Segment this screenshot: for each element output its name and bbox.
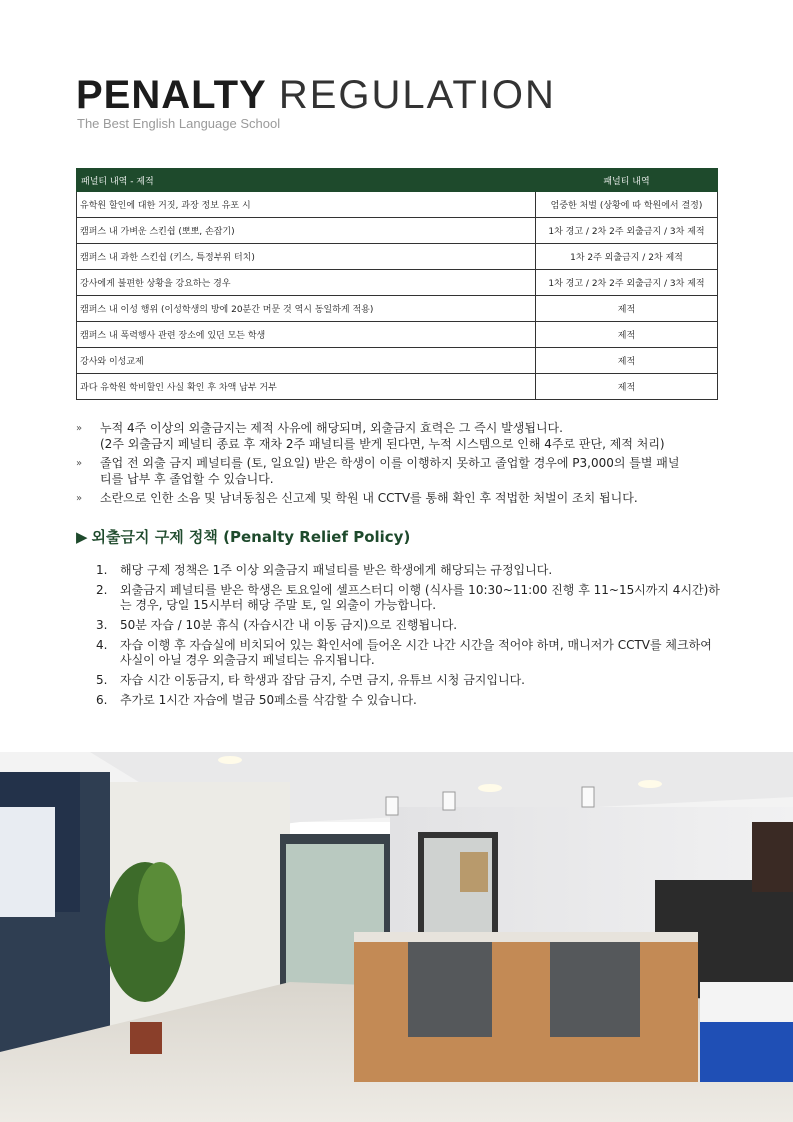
list-item xyxy=(96,673,721,688)
section-heading-text: 외출금지 구제 정책 (Penalty Relief Policy) xyxy=(91,528,411,546)
list-text: 자습 시간 이동금지, 타 학생과 잡담 금지, 수면 금지, 유튜브 시청 금지입니다. xyxy=(120,673,525,687)
table-cell: 캠퍼스 내 폭력행사 관련 장소에 있던 모든 학생 xyxy=(77,322,536,348)
policy-list xyxy=(96,563,721,713)
list-item xyxy=(96,638,721,668)
bullet-marker: » xyxy=(76,458,83,469)
list-item xyxy=(96,693,721,708)
page-subtitle: The Best English Language School xyxy=(77,116,281,131)
bullet-marker: » xyxy=(76,493,83,504)
table-row xyxy=(77,244,718,270)
note-line: 누적 4주 이상의 외출금지는 제적 사유에 해당되며, 외출금지 효력은 그 즉시 발생됩니다. xyxy=(100,421,563,435)
list-text: 추가로 1시간 자습에 벌금 50페소를 삭감할 수 있습니다. xyxy=(120,693,417,707)
table-cell: 강사에게 불편한 상황을 강요하는 경우 xyxy=(77,270,536,296)
table-cell: 캠퍼스 내 과한 스킨쉽 (키스, 특정부위 터치) xyxy=(77,244,536,270)
table-cell: 과다 유학원 학비할인 사실 확인 후 차액 납부 거부 xyxy=(77,374,536,400)
table-cell: 1차 경고 / 2차 2주 외출금지 / 3차 제적 xyxy=(536,270,718,296)
table-cell: 제적 xyxy=(536,348,718,374)
bullet-marker: » xyxy=(76,423,83,434)
table-row xyxy=(77,296,718,322)
table-cell: 엄중한 처벌 (상황에 따 학원에서 결정) xyxy=(536,192,718,218)
table-row xyxy=(77,218,718,244)
list-number: 4. xyxy=(96,638,108,652)
list-text: 해당 구제 정책은 1주 이상 외출금지 패널티를 받은 학생에게 해당되는 규정입니다. xyxy=(120,563,553,577)
title-bold: PENALTY xyxy=(76,73,267,117)
list-text: 50분 자습 / 10분 휴식 (자습시간 내 이동 금지)으로 진행됩니다. xyxy=(120,618,458,632)
table-header-row xyxy=(77,169,718,192)
page-title xyxy=(76,72,556,118)
table-cell: 캠퍼스 내 가벼운 스킨쉽 (뽀뽀, 손잡기) xyxy=(77,218,536,244)
table-cell: 제적 xyxy=(536,296,718,322)
lobby-photo-illustration xyxy=(0,752,793,1122)
list-number: 2. xyxy=(96,583,108,597)
table-header-cell: 패널티 내역 - 제적 xyxy=(77,169,536,192)
list-number: 3. xyxy=(96,618,108,632)
notes-list xyxy=(76,420,721,510)
note-line: (2주 외출금지 페널티 종료 후 재차 2주 패널티를 받게 된다면, 누적 시스템으로 인해 4주로 판단, 제적 처리) xyxy=(100,437,665,451)
list-text: 외출금지 페널티를 받은 학생은 토요일에 셀프스터디 이행 (식사를 10:30~11:00 진행 후 11~15시까지 4시간)하는 경우, 당일 15시부터 해당 주말 토, 일 외출이 가능합니다. xyxy=(120,583,720,612)
table-cell: 1차 2주 외출금지 / 2차 제적 xyxy=(536,244,718,270)
list-number: 6. xyxy=(96,693,108,707)
table-cell: 캠퍼스 내 이성 행위 (이성학생의 방에 20분간 머문 것 역시 동일하게 적용) xyxy=(77,296,536,322)
table-cell: 제적 xyxy=(536,374,718,400)
table-row xyxy=(77,322,718,348)
table-header-cell: 패널티 내역 xyxy=(536,169,718,192)
table-cell: 제적 xyxy=(536,322,718,348)
list-item xyxy=(96,583,721,613)
table-cell: 1차 경고 / 2차 2주 외출금지 / 3차 제적 xyxy=(536,218,718,244)
triangle-icon: ▶ xyxy=(76,528,88,546)
table-row xyxy=(77,192,718,218)
list-number: 5. xyxy=(96,673,108,687)
list-item xyxy=(96,563,721,578)
list-item xyxy=(96,618,721,633)
lobby-photo xyxy=(0,752,793,1122)
list-text: 자습 이행 후 자습실에 비치되어 있는 확인서에 들어온 시간 나간 시간을 적어야 하며, 매니저가 CCTV를 체크하여 사실이 아닐 경우 외출금지 페널티는 유지됩니다. xyxy=(120,638,712,667)
table-row xyxy=(77,348,718,374)
section-heading xyxy=(76,526,410,547)
note-line: 졸업 전 외출 금지 페널티를 (토, 일요일) 받은 학생이 이를 이행하지 못하고 졸업할 경우에 P3,000의 틀별 패널 xyxy=(100,456,680,470)
table-cell: 강사와 이성교제 xyxy=(77,348,536,374)
penalty-table xyxy=(76,168,718,400)
list-item xyxy=(76,455,721,487)
note-line: 소란으로 인한 소음 및 남녀동침은 신고제 및 학원 내 CCTV를 통해 확인 후 적법한 처벌이 조치 됩니다. xyxy=(100,491,638,505)
table-row xyxy=(77,270,718,296)
list-item xyxy=(76,420,721,452)
table-row xyxy=(77,374,718,400)
note-line: 티를 납부 후 졸업할 수 있습니다. xyxy=(100,472,274,486)
list-number: 1. xyxy=(96,563,108,577)
table-cell: 유학원 할인에 대한 거짓, 과장 정보 유포 시 xyxy=(77,192,536,218)
title-light: REGULATION xyxy=(278,73,556,117)
list-item xyxy=(76,490,721,507)
